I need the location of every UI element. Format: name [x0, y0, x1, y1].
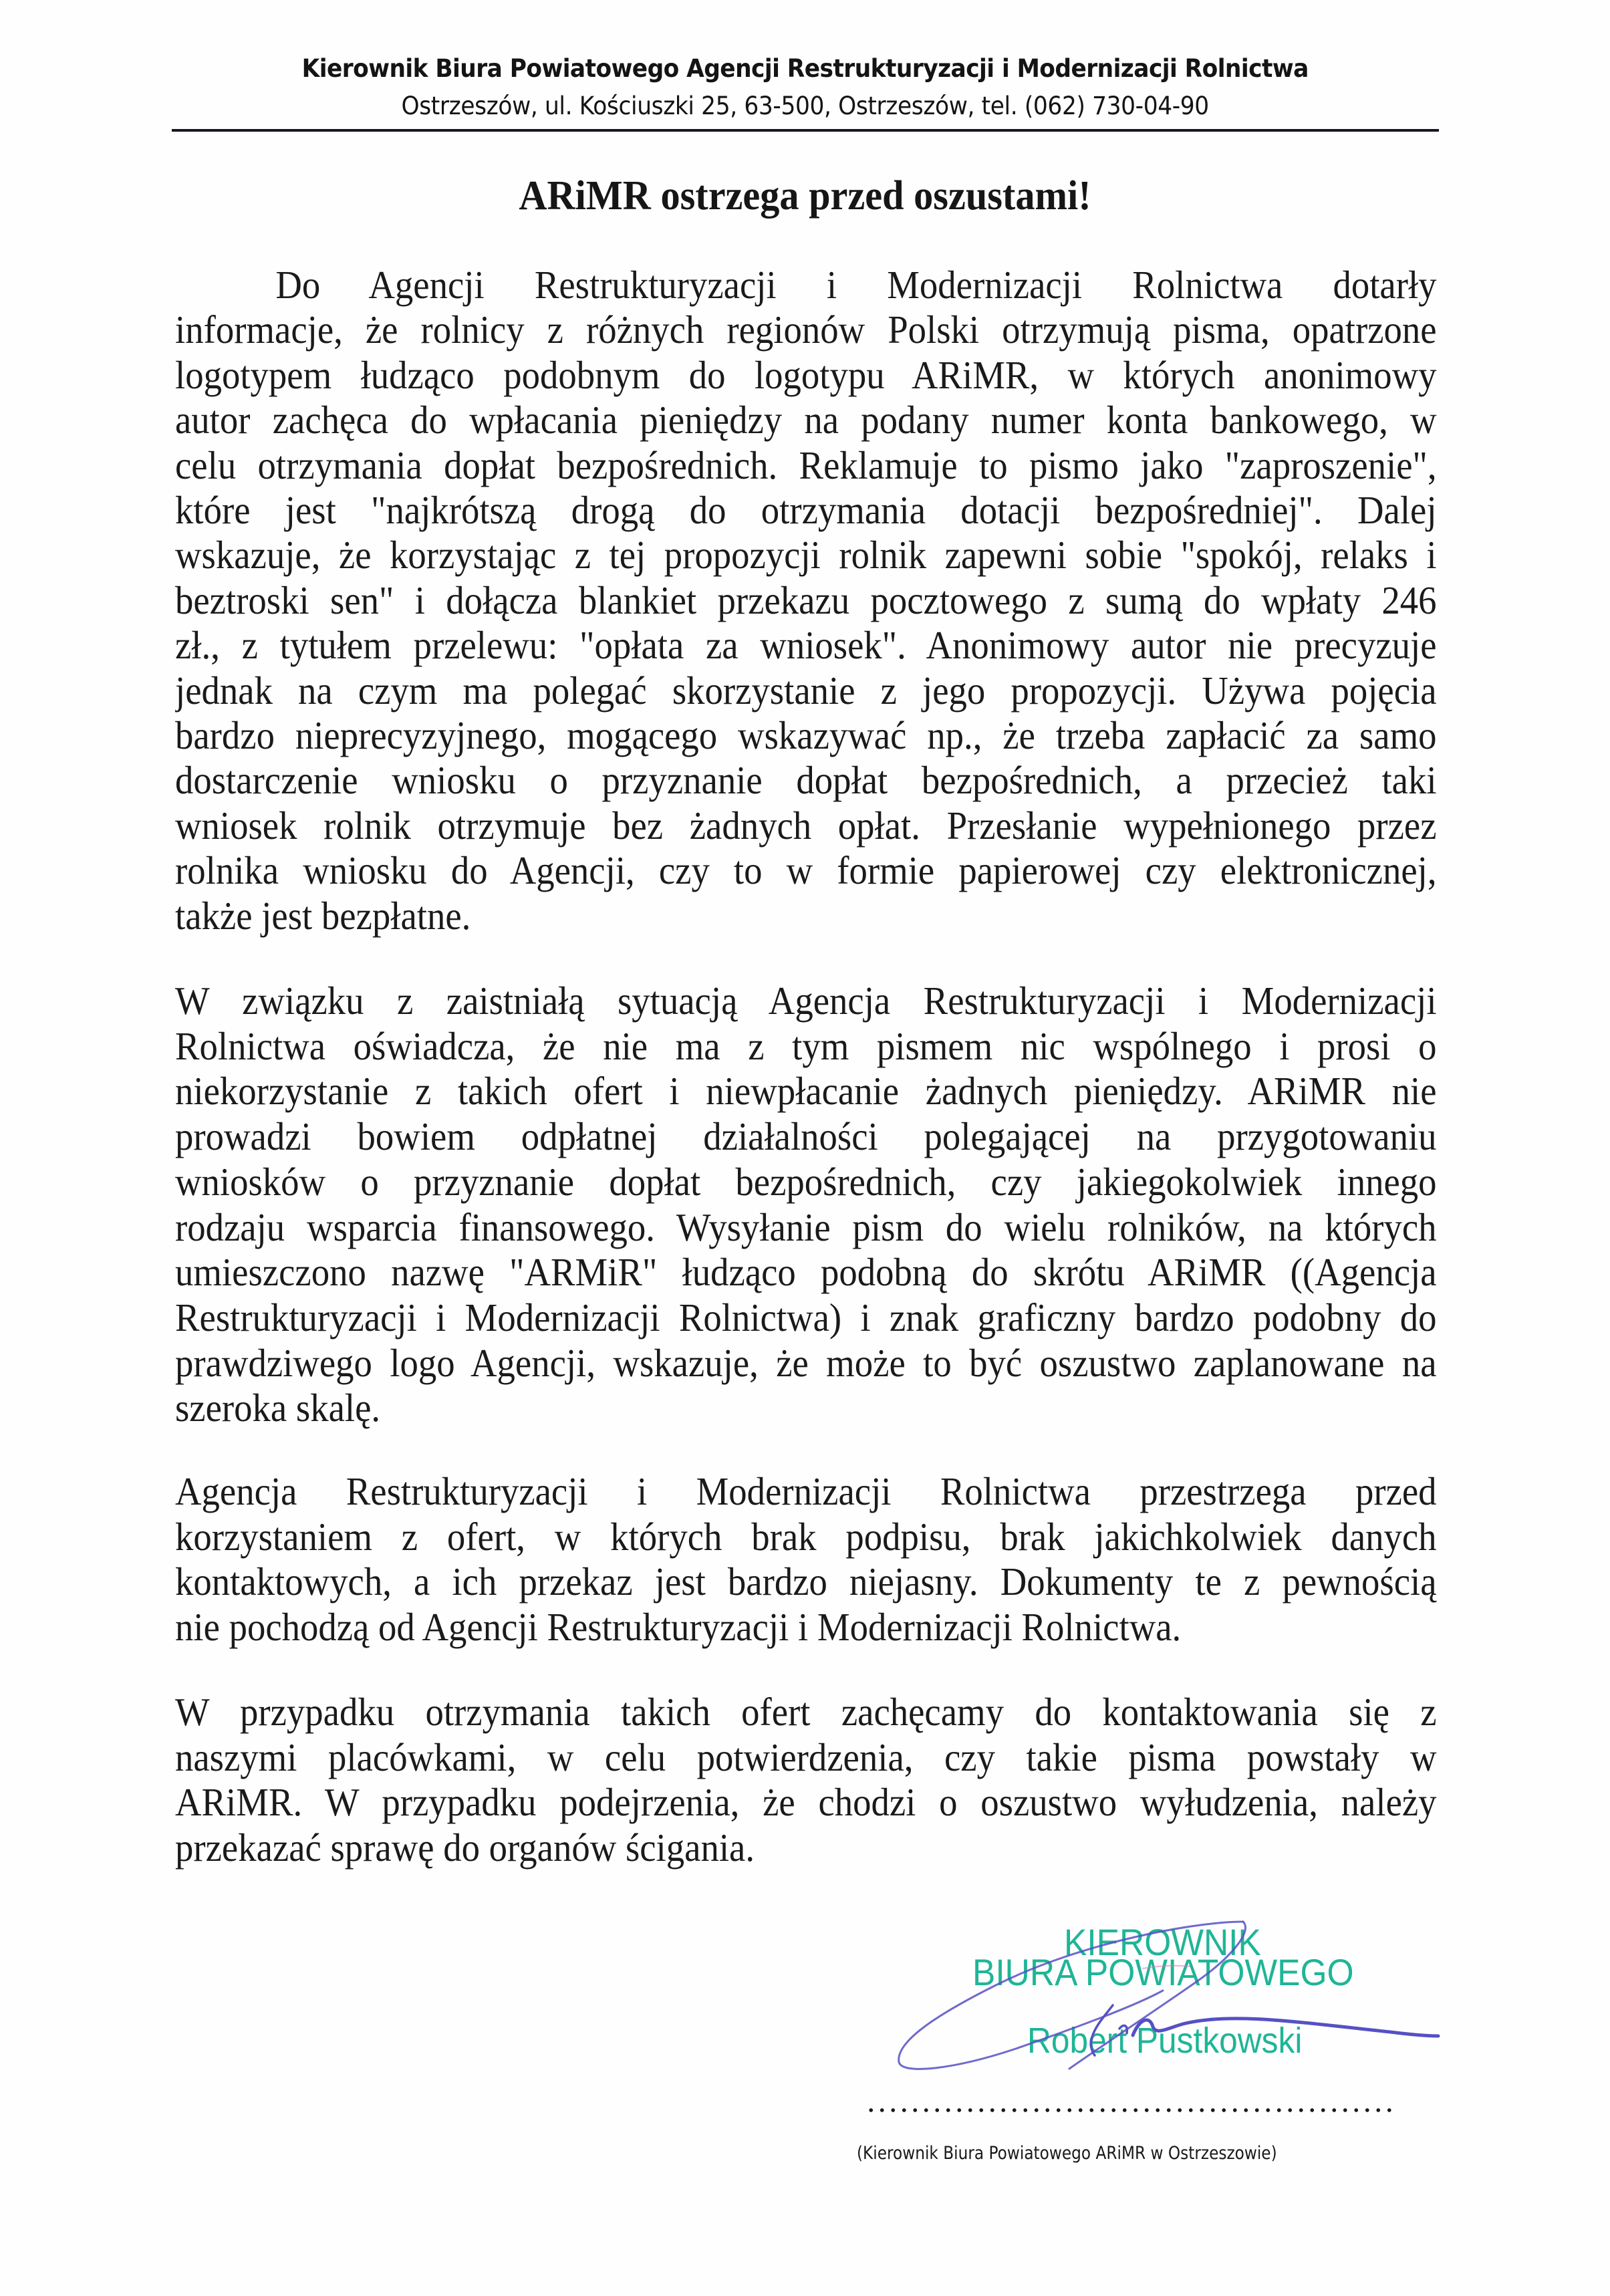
paragraph-line: także jest bezpłatne. — [175, 893, 471, 938]
paragraph-line: wniosków o przyznanie dopłat bezpośrednich, czy jakiegokolwiek innego — [175, 1159, 1437, 1204]
stamp-title: KIEROWNIK — [1064, 1921, 1261, 1963]
signature-dotted-line — [865, 2108, 1395, 2113]
paragraph-line: Do Agencji Restrukturyzacji i Modernizacji Rolnictwa dotarły — [275, 263, 1437, 307]
paragraph-line: Restrukturyzacji i Modernizacji Rolnictwa) i znak graficzny bardzo podobny do — [175, 1295, 1437, 1340]
paragraph-line: wniosek rolnik otrzymuje bez żadnych opłat. Przesłanie wypełnionego przez — [175, 803, 1437, 848]
paragraph-line: umieszczono nazwę "ARMiR" łudząco podobną do skrótu ARiMR ((Agencja — [175, 1250, 1437, 1295]
handwritten-signature-icon — [882, 1905, 1470, 2079]
paragraph-line: naszymi placówkami, w celu potwierdzenia, czy takie pisma powstały w — [175, 1735, 1437, 1779]
paragraph-line: informacje, że rolnicy z różnych regionów Polski otrzymują pisma, opatrzone — [175, 307, 1437, 352]
paragraph-line: przekazać sprawę do organów ścigania. — [175, 1825, 755, 1870]
signature-caption: (Kierownik Biura Powiatowego ARiMR w Ostrzeszowie) — [857, 2143, 1277, 2164]
paragraph-line: ARiMR. W przypadku podejrzenia, że chodzi o oszustwo wyłudzenia, należy — [175, 1780, 1437, 1825]
paragraph-line: kontaktowych, a ich przekaz jest bardzo niejasny. Dokumenty te z pewnością — [175, 1559, 1437, 1604]
paragraph-line: dostarczenie wniosku o przyznanie dopłat bezpośrednich, a przecież taki — [175, 758, 1437, 803]
letterhead-title: Kierownik Biura Powiatowego Agencji Restrukturyzacji i Modernizacji Rolnictwa — [301, 54, 1309, 83]
paragraph-line: które jest "najkrótszą drogą do otrzymania dotacji bezpośredniej". Dalej — [175, 488, 1437, 532]
paragraph-line: bardzo nieprecyzyjnego, mogącego wskazywać np., że trzeba zapłacić za samo — [175, 713, 1437, 757]
paragraph-line: wskazuje, że korzystając z tej propozycji rolnik zapewni sobie "spokój, relaks i — [175, 533, 1437, 578]
paragraph-line: korzystaniem z ofert, w których brak podpisu, brak jakichkolwiek danych — [175, 1514, 1437, 1559]
paragraph-line: jednak na czym ma polegać skorzystanie z jego propozycji. Używa pojęcia — [175, 668, 1437, 713]
paragraph-line: rolnika wniosku do Agencji, czy to w formie papierowej czy elektronicznej, — [175, 848, 1437, 893]
paragraph-line: W przypadku otrzymania takich ofert zachęcamy do kontaktowania się z — [175, 1690, 1437, 1734]
paragraph-line: prowadzi bowiem odpłatnej działalności polegającej na przygotowaniu — [175, 1114, 1437, 1159]
paragraph-line: Rolnictwa oświadcza, że nie ma z tym pismem nic wspólnego i prosi o — [175, 1023, 1437, 1068]
stamp-name: Robert Pustkowski — [1027, 2021, 1303, 2061]
paragraph-line: szeroka skalę. — [175, 1386, 381, 1430]
paragraph-line: rodzaju wsparcia finansowego. Wysyłanie pism do wielu rolników, na których — [175, 1204, 1437, 1249]
paragraph-line: W związku z zaistniałą sytuacją Agencja Restrukturyzacji i Modernizacji — [175, 979, 1437, 1023]
paragraph-line: beztroski sen" i dołącza blankiet przekazu pocztowego z sumą do wpłaty 246 — [175, 578, 1437, 622]
stamp-office: BIURA POWIATOWEGO — [972, 1951, 1354, 1993]
paragraph-line: celu otrzymania dopłat bezpośrednich. Reklamuje to pismo jako "zaproszenie", — [175, 442, 1437, 487]
letterhead-address: Ostrzeszów, ul. Kościuszki 25, 63-500, Ostrzeszów, tel. (062) 730-04-90 — [401, 92, 1209, 120]
paragraph-line: nie pochodzą od Agencji Restrukturyzacji i Modernizacji Rolnictwa. — [175, 1605, 1182, 1650]
paragraph-line: prawdziwego logo Agencji, wskazuje, że może to być oszustwo zaplanowane na — [175, 1340, 1437, 1385]
letterhead-divider — [172, 129, 1439, 132]
paragraph-line: autor zachęca do wpłacania pieniędzy na podany numer konta bankowego, w — [175, 398, 1437, 442]
paragraph-line: logotypem łudząco podobnym do logotypu ARiMR, w których anonimowy — [175, 352, 1437, 397]
paragraph-line: niekorzystanie z takich ofert i niewpłacanie żadnych pieniędzy. ARiMR nie — [175, 1069, 1437, 1114]
paragraph-line: Agencja Restrukturyzacji i Modernizacji Rolnictwa przestrzega przed — [175, 1469, 1437, 1513]
document-title: ARiMR ostrzega przed oszustami! — [519, 173, 1091, 219]
paragraph-line: zł., z tytułem przelewu: "opłata za wniosek". Anonimowy autor nie precyzuje — [175, 623, 1437, 668]
